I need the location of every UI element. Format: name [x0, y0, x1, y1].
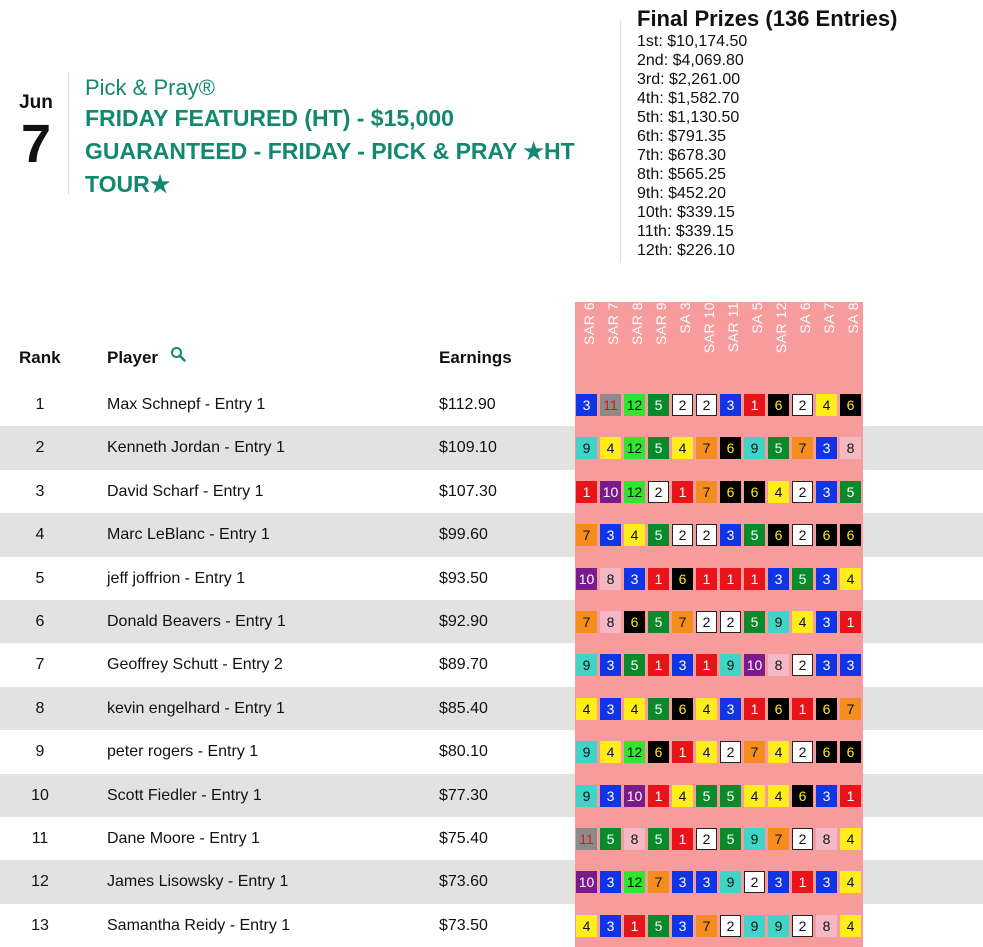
rank-cell: 5: [35, 569, 45, 587]
pick-badge: 3: [768, 568, 789, 590]
pick-badge: 3: [672, 871, 693, 893]
pick-badge: 2: [792, 828, 813, 850]
pick-badge: 5: [744, 611, 765, 633]
pick-badge: 5: [648, 524, 669, 546]
date-day: 7: [20, 114, 52, 174]
pick-badge: 7: [672, 611, 693, 633]
pick-badge: 7: [768, 828, 789, 850]
prize-item: 8th: $565.25: [637, 166, 726, 183]
pick-badge: 5: [648, 611, 669, 633]
player-name[interactable]: Kenneth Jordan - Entry 1: [107, 439, 285, 457]
pick-badge: 3: [624, 568, 645, 590]
pick-badge: 6: [768, 394, 789, 416]
prize-item: 11th: $339.15: [637, 223, 734, 240]
pick-badge: 5: [720, 828, 741, 850]
rank-cell: 11: [31, 830, 49, 847]
pick-badge: 2: [696, 524, 717, 546]
pick-list: [576, 437, 864, 459]
pick-badge: 6: [840, 524, 861, 546]
pick-badge: 3: [768, 871, 789, 893]
pick-list: [576, 654, 864, 676]
pick-badge: 3: [720, 394, 741, 416]
rank-cell: 9: [35, 743, 45, 761]
pick-badge: 3: [696, 871, 717, 893]
pick-badge: 3: [720, 524, 741, 546]
pick-badge: 4: [672, 437, 693, 459]
pick-badge: 9: [744, 437, 765, 459]
prize-item: 10th: $339.15: [637, 204, 735, 221]
track-label: SAR 7: [605, 302, 621, 345]
player-name[interactable]: James Lisowsky - Entry 1: [107, 873, 289, 891]
pick-badge: 5: [840, 481, 861, 503]
table-row[interactable]: [0, 426, 983, 469]
prize-item: 9th: $452.20: [637, 185, 726, 202]
pick-badge: 1: [840, 785, 861, 807]
pick-badge: 5: [792, 568, 813, 590]
pick-badge: 1: [720, 568, 741, 590]
pick-badge: 6: [624, 611, 645, 633]
prize-item: 4th: $1,582.70: [637, 90, 740, 107]
rank-cell: 2: [35, 439, 45, 457]
pick-badge: 3: [840, 654, 861, 676]
pick-badge: 4: [600, 437, 621, 459]
pick-badge: 9: [576, 785, 597, 807]
pick-badge: 3: [816, 611, 837, 633]
pick-badge: 1: [672, 828, 693, 850]
pick-badge: 10: [600, 481, 621, 503]
pick-badge: 4: [840, 915, 861, 937]
pick-badge: 3: [600, 871, 621, 893]
rank-cell: 13: [31, 916, 49, 934]
pick-badge: 3: [816, 871, 837, 893]
pick-badge: 2: [672, 524, 693, 546]
pick-badge: 8: [768, 654, 789, 676]
prize-item: 2nd: $4,069.80: [637, 52, 744, 69]
pick-badge: 5: [696, 785, 717, 807]
track-label: SA 8: [845, 302, 861, 334]
pick-badge: 6: [840, 394, 861, 416]
earnings-cell: $75.40: [439, 830, 488, 847]
pick-badge: 1: [648, 568, 669, 590]
pick-badge: 10: [744, 654, 765, 676]
pick-badge: 8: [600, 568, 621, 590]
contest-date: [14, 92, 58, 174]
earnings-cell: $112.90: [439, 396, 496, 413]
pick-badge: 2: [672, 394, 693, 416]
pick-badge: 11: [600, 394, 621, 416]
pick-badge: 2: [792, 741, 813, 763]
pick-badge: 1: [744, 698, 765, 720]
pick-badge: 6: [840, 741, 861, 763]
pick-badge: 4: [840, 568, 861, 590]
pick-badge: 3: [600, 654, 621, 676]
pick-badge: 4: [744, 785, 765, 807]
pick-badge: 1: [648, 654, 669, 676]
pick-badge: 7: [696, 481, 717, 503]
table-row[interactable]: [0, 687, 983, 730]
pick-list: [576, 394, 864, 416]
pick-badge: 2: [648, 481, 669, 503]
pick-badge: 2: [792, 915, 813, 937]
divider: [620, 20, 621, 262]
track-header: [841, 302, 865, 378]
pick-badge: 8: [840, 437, 861, 459]
track-header: [649, 302, 673, 378]
pick-badge: 2: [792, 654, 813, 676]
player-name[interactable]: Dane Moore - Entry 1: [107, 830, 260, 847]
table-row[interactable]: [0, 383, 983, 426]
pick-badge: 7: [576, 611, 597, 633]
pick-badge: 3: [600, 785, 621, 807]
track-header: [769, 302, 793, 378]
contest-title-line-2: GUARANTEED - FRIDAY - PICK & PRAY ★HT: [85, 138, 575, 164]
earnings-cell: $99.60: [439, 526, 488, 544]
pick-badge: 9: [576, 654, 597, 676]
track-label: SA 7: [821, 302, 837, 334]
pick-list: [576, 698, 864, 720]
pick-badge: 2: [792, 524, 813, 546]
rank-cell: 12: [31, 873, 49, 891]
pick-list: [576, 611, 864, 633]
pick-badge: 9: [768, 611, 789, 633]
player-name[interactable]: Donald Beavers - Entry 1: [107, 613, 286, 630]
pick-badge: 12: [624, 481, 645, 503]
pick-badge: 3: [672, 915, 693, 937]
track-label: SA 3: [677, 302, 693, 334]
pick-list: [576, 871, 864, 893]
table-row[interactable]: [0, 817, 983, 860]
pick-badge: 3: [672, 654, 693, 676]
table-row[interactable]: [0, 557, 983, 600]
pick-badge: 4: [768, 741, 789, 763]
track-label: SA 5: [749, 302, 765, 334]
earnings-cell: $107.30: [439, 482, 497, 500]
pick-badge: 7: [696, 437, 717, 459]
pick-badge: 4: [840, 828, 861, 850]
pick-badge: 7: [792, 437, 813, 459]
track-header: [601, 302, 625, 378]
table-row[interactable]: [0, 600, 983, 643]
pick-badge: 9: [720, 654, 741, 676]
pick-badge: 1: [696, 654, 717, 676]
pick-badge: 1: [696, 568, 717, 590]
pick-badge: 6: [672, 698, 693, 720]
pick-badge: 1: [672, 481, 693, 503]
pick-badge: 3: [816, 437, 837, 459]
pick-list: [576, 481, 864, 503]
earnings-cell: $85.40: [439, 699, 488, 717]
pick-badge: 4: [768, 481, 789, 503]
contest-title-line-1: FRIDAY FEATURED (HT) - $15,000: [85, 105, 454, 131]
pick-badge: 6: [720, 481, 741, 503]
pick-badge: 7: [648, 871, 669, 893]
prize-item: 5th: $1,130.50: [637, 109, 740, 126]
table-row[interactable]: [0, 860, 983, 903]
pick-list: [576, 524, 864, 546]
table-row[interactable]: [0, 730, 983, 773]
pick-badge: 8: [816, 915, 837, 937]
prize-item: 6th: $791.35: [637, 128, 726, 145]
pick-badge: 3: [816, 568, 837, 590]
rank-cell: 4: [35, 526, 45, 544]
earnings-cell: $92.90: [439, 613, 488, 630]
pick-badge: 4: [696, 698, 717, 720]
player-name[interactable]: David Scharf - Entry 1: [107, 482, 264, 500]
pick-badge: 1: [792, 871, 813, 893]
track-header: [745, 302, 769, 378]
pick-badge: 10: [576, 568, 597, 590]
pick-badge: 4: [576, 698, 597, 720]
pick-badge: 5: [744, 524, 765, 546]
pick-badge: 3: [720, 698, 741, 720]
pick-badge: 11: [576, 828, 597, 850]
pick-badge: 2: [696, 611, 717, 633]
player-name[interactable]: peter rogers - Entry 1: [107, 743, 259, 761]
pick-badge: 4: [624, 524, 645, 546]
rank-cell: 7: [35, 656, 45, 674]
track-label: SAR 12: [773, 302, 789, 354]
player-column-header: Player: [107, 348, 159, 367]
search-icon[interactable]: [170, 346, 186, 362]
pick-badge: 12: [624, 437, 645, 459]
table-row[interactable]: [0, 470, 983, 513]
player-name[interactable]: Geoffrey Schutt - Entry 2: [107, 656, 283, 674]
pick-badge: 5: [768, 437, 789, 459]
pick-badge: 3: [600, 915, 621, 937]
table-row[interactable]: [0, 774, 983, 817]
pick-badge: 3: [600, 524, 621, 546]
pick-badge: 1: [576, 481, 597, 503]
pick-badge: 4: [624, 698, 645, 720]
table-row[interactable]: [0, 904, 983, 947]
earnings-cell: $93.50: [439, 569, 488, 587]
pick-badge: 3: [600, 698, 621, 720]
pick-badge: 2: [720, 741, 741, 763]
earnings-cell: $80.10: [439, 743, 488, 761]
rank-cell: 6: [35, 613, 45, 630]
player-name[interactable]: Max Schnepf - Entry 1: [107, 396, 266, 413]
pick-badge: 2: [696, 828, 717, 850]
player-name[interactable]: Marc LeBlanc - Entry 1: [107, 526, 270, 544]
pick-badge: 5: [648, 437, 669, 459]
table-row[interactable]: [0, 513, 983, 556]
pick-badge: 4: [696, 741, 717, 763]
player-name[interactable]: Samantha Reidy - Entry 1: [107, 916, 291, 934]
pick-badge: 4: [576, 915, 597, 937]
track-label: SAR 11: [725, 302, 741, 353]
pick-badge: 1: [672, 741, 693, 763]
contest-brand: Pick & Pray®: [85, 75, 215, 100]
pick-badge: 9: [576, 437, 597, 459]
pick-badge: 5: [648, 828, 669, 850]
pick-badge: 1: [792, 698, 813, 720]
pick-badge: 1: [840, 611, 861, 633]
pick-badge: 2: [720, 611, 741, 633]
pick-badge: 2: [744, 871, 765, 893]
player-name[interactable]: jeff joffrion - Entry 1: [107, 569, 246, 587]
earnings-cell: $73.60: [439, 873, 488, 891]
divider: [68, 72, 69, 194]
pick-badge: 9: [720, 871, 741, 893]
pick-badge: 5: [720, 785, 741, 807]
pick-badge: 4: [600, 741, 621, 763]
pick-badge: 6: [816, 741, 837, 763]
earnings-cell: $77.30: [439, 786, 488, 804]
pick-badge: 8: [816, 828, 837, 850]
pick-badge: 2: [696, 394, 717, 416]
pick-badge: 6: [672, 568, 693, 590]
player-name[interactable]: Scott Fiedler - Entry 1: [107, 786, 262, 804]
pick-badge: 4: [768, 785, 789, 807]
final-prizes: [637, 6, 897, 260]
pick-badge: 12: [624, 741, 645, 763]
pick-badge: 9: [744, 915, 765, 937]
pick-badge: 1: [744, 394, 765, 416]
pick-badge: 3: [816, 654, 837, 676]
pick-badge: 1: [648, 785, 669, 807]
rank-cell: 8: [35, 699, 45, 717]
rank-cell: 1: [35, 396, 45, 413]
pick-badge: 1: [744, 568, 765, 590]
rank-cell: 10: [31, 786, 49, 804]
prize-item: 12th: $226.10: [637, 242, 735, 259]
player-name[interactable]: kevin engelhard - Entry 1: [107, 699, 285, 717]
prize-list: [637, 32, 897, 260]
pick-list: [576, 741, 864, 763]
track-label: SAR 8: [629, 302, 645, 345]
earnings-cell: $89.70: [439, 656, 488, 674]
pick-badge: 3: [816, 481, 837, 503]
pick-badge: 2: [792, 481, 813, 503]
track-header: [697, 302, 721, 378]
pick-badge: 7: [696, 915, 717, 937]
pick-badge: 7: [576, 524, 597, 546]
pick-badge: 5: [600, 828, 621, 850]
pick-badge: 6: [744, 481, 765, 503]
track-header: [577, 302, 601, 378]
pick-badge: 7: [840, 698, 861, 720]
pick-badge: 9: [576, 741, 597, 763]
pick-badge: 5: [648, 915, 669, 937]
pick-badge: 6: [768, 698, 789, 720]
pick-badge: 9: [768, 915, 789, 937]
pick-badge: 12: [624, 871, 645, 893]
track-label: SAR 10: [701, 302, 717, 354]
track-header: [793, 302, 817, 378]
pick-list: [576, 568, 864, 590]
track-label: SAR 9: [653, 302, 669, 345]
pick-badge: 4: [672, 785, 693, 807]
table-row[interactable]: [0, 643, 983, 686]
earnings-cell: $73.50: [439, 916, 488, 934]
rank-cell: 3: [35, 482, 45, 500]
pick-badge: 2: [720, 915, 741, 937]
pick-badge: 6: [816, 698, 837, 720]
pick-badge: 6: [720, 437, 741, 459]
pick-badge: 10: [624, 785, 645, 807]
rank-column-header: Rank: [19, 348, 61, 367]
track-header: [625, 302, 649, 378]
pick-badge: 9: [744, 828, 765, 850]
pick-badge: 10: [576, 871, 597, 893]
track-header: [673, 302, 697, 378]
track-label: SA 6: [797, 302, 813, 334]
track-label: SAR 6: [581, 302, 597, 345]
pick-badge: 6: [768, 524, 789, 546]
prize-item: 7th: $678.30: [637, 147, 726, 164]
pick-badge: 5: [648, 698, 669, 720]
pick-badge: 8: [624, 828, 645, 850]
pick-badge: 6: [648, 741, 669, 763]
pick-badge: 6: [816, 524, 837, 546]
earnings-column-header: Earnings: [439, 348, 512, 367]
track-header: [817, 302, 841, 378]
pick-badge: 12: [624, 394, 645, 416]
earnings-cell: $109.10: [439, 439, 497, 457]
pick-badge: 7: [744, 741, 765, 763]
contest-title-line-3: TOUR★: [85, 171, 171, 197]
pick-list: [576, 785, 864, 807]
pick-badge: 8: [600, 611, 621, 633]
prizes-title: Final Prizes (136 Entries): [637, 6, 898, 31]
pick-badge: 4: [816, 394, 837, 416]
track-header: [721, 302, 745, 378]
prize-item: 1st: $10,174.50: [637, 33, 748, 50]
pick-badge: 5: [648, 394, 669, 416]
contest-header: [85, 74, 615, 201]
pick-badge: 6: [792, 785, 813, 807]
date-month: Jun: [19, 92, 53, 113]
pick-badge: 4: [840, 871, 861, 893]
pick-badge: 3: [816, 785, 837, 807]
prize-item: 3rd: $2,261.00: [637, 71, 741, 88]
track-headers: [575, 302, 863, 382]
pick-badge: 4: [792, 611, 813, 633]
pick-badge: 5: [624, 654, 645, 676]
pick-list: [576, 828, 864, 850]
pick-list: [576, 915, 864, 937]
pick-badge: 2: [792, 394, 813, 416]
pick-badge: 3: [576, 394, 597, 416]
pick-badge: 1: [624, 915, 645, 937]
